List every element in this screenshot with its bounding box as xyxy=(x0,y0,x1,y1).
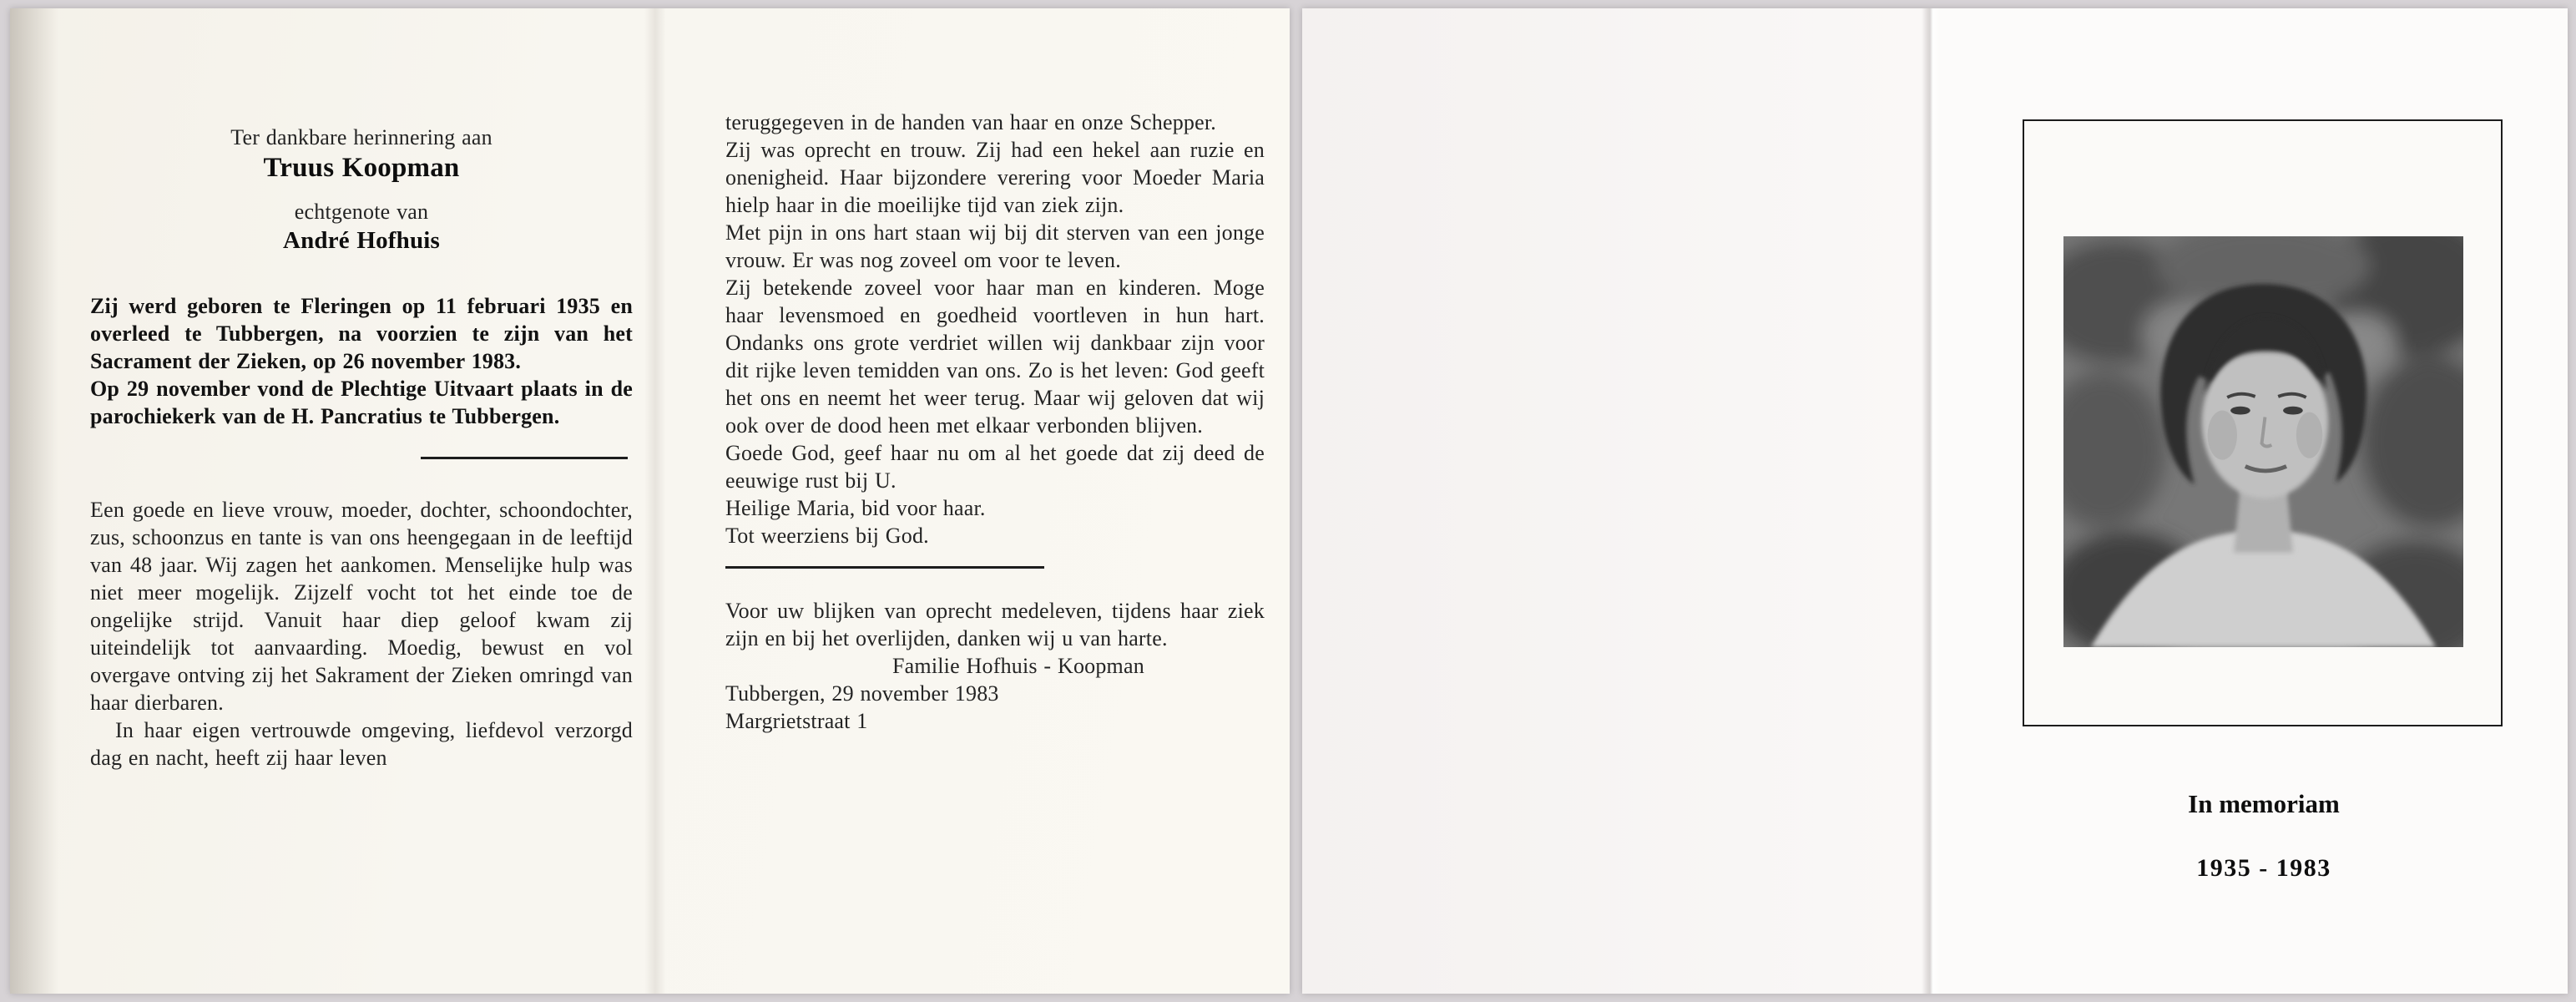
center-fold-shadow xyxy=(644,8,666,994)
family-signature: Familie Hofhuis - Koopman xyxy=(892,654,1144,678)
card-inside-panel xyxy=(10,8,1290,994)
eulogy-paragraph: In haar eigen vertrouwde omgeving, liefdevol verzorgd dag en nacht, heeft zij haar leven xyxy=(90,718,633,770)
eulogy-paragraph: teruggegeven in de handen van haar en onze Schepper. xyxy=(725,110,1216,134)
text-column-right xyxy=(725,109,1265,735)
text-column-left xyxy=(90,124,633,772)
photo-frame xyxy=(2023,119,2503,726)
thanks-paragraph: Voor uw blijken van oprecht medeleven, tijdens haar ziek zijn en bij het overlijden, danken wij u van harte. xyxy=(725,599,1265,650)
eulogy-paragraph: Met pijn in ons hart staan wij bij dit sterven van een jonge vrouw. Er was nog zoveel om voor te leven. xyxy=(725,220,1265,272)
address-line: Margrietstraat 1 xyxy=(725,709,868,733)
prayer-line: Heilige Maria, bid voor haar. xyxy=(725,496,986,520)
eulogy-paragraph: Een goede en lieve vrouw, moeder, dochter, schoondochter, zus, schoonzus en tante is van ons heengegaan in de leeftijd van 48 jaar. Wij zagen het aankomen. Menselijke hulp was niet meer mogelijk. Zijzelf vocht tot het einde toe de ongelijke strijd. Vanuit haar diep geloof kwam zij uiteindelijk tot aanvaarding. Moedig, bewust en vol overgave ontving zij het Sakrament der Zieken omringd van haar dierbaren. xyxy=(90,498,633,715)
card-front-panel xyxy=(1302,8,2568,994)
divider-rule xyxy=(725,566,1044,569)
funeral-paragraph: Op 29 november vond de Plechtige Uitvaart plaats in de parochiekerk van de H. Pancratius te Tubbergen. xyxy=(90,377,633,428)
left-edge-fold-shadow xyxy=(10,8,58,994)
divider-rule xyxy=(421,457,628,459)
memoriam-title: In memoriam xyxy=(2188,789,2340,818)
relation-line: echtgenote van xyxy=(294,200,429,224)
place-and-date: Tubbergen, 29 november 1983 xyxy=(725,681,999,706)
prayer-line: Tot weerziens bij God. xyxy=(725,524,929,548)
fold-crease xyxy=(1922,8,1940,994)
eulogy-paragraph: Zij was oprecht en trouw. Zij had een hekel aan ruzie en onenigheid. Haar bijzondere verering voor Moeder Maria hielp haar in die moeilijke tijd van ziek zijn. xyxy=(725,138,1265,217)
life-years: 1935 - 1983 xyxy=(2196,854,2331,882)
portrait-photo xyxy=(2063,236,2463,647)
prayer-line: Goede God, geef haar nu om al het goede dat zij deed de eeuwige rust bij U. xyxy=(725,441,1265,493)
dedication-line: Ter dankbare herinnering aan xyxy=(230,125,492,149)
birth-death-paragraph: Zij werd geboren te Fleringen op 11 februari 1935 en overleed te Tubbergen, na voorzien te zijn van het Sacrament der Zieken, op 26 november 1983. xyxy=(90,294,633,373)
blank-half-panel xyxy=(1302,8,1928,994)
eulogy-paragraph: Zij betekende zoveel voor haar man en kinderen. Moge haar levensmoed en goedheid voortleven in hun hart. Ondanks ons grote verdriet willen wij dankbaar zijn voor dit rijke leven temidden van ons. Zo is het leven: God geeft het ons en neemt het weer terug. Maar wij geloven dat wij ook over de dood heen met elkaar verbonden blijven. xyxy=(725,276,1265,438)
memoriam-block xyxy=(1947,789,2576,883)
deceased-name: Truus Koopman xyxy=(263,153,460,183)
spouse-name: André Hofhuis xyxy=(282,227,441,254)
